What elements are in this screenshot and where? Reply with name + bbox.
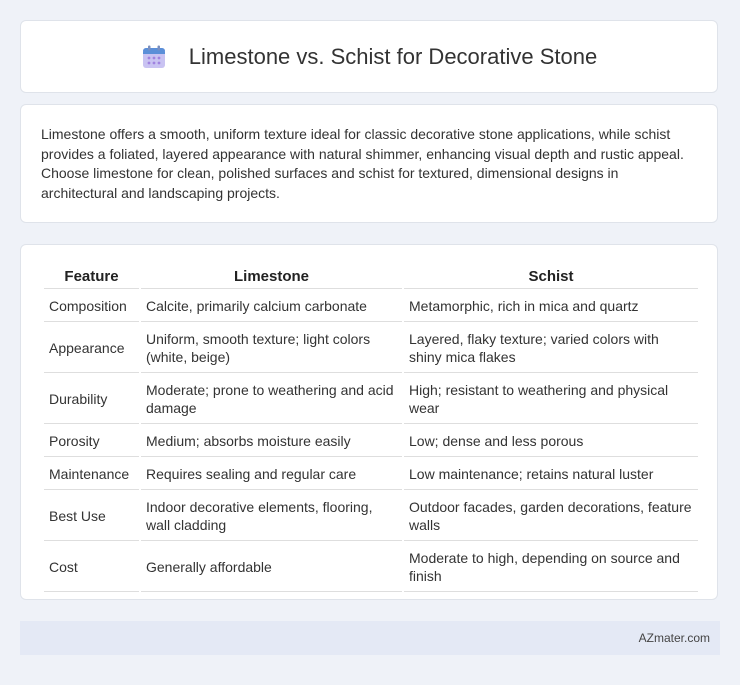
table-row xyxy=(44,492,698,541)
comparison-card xyxy=(20,244,718,600)
intro-text: Limestone offers a smooth, uniform texture ideal for classic decorative stone applications, while schist provides a foliated, layered appearance with natural shimmer, enhancing visual depth and rustic appeal. Choose limestone for clean, polished surfaces and schist for textured, dimensional designs in architectural and landscaping projects. xyxy=(41,126,684,201)
table-row xyxy=(44,543,698,592)
table-row xyxy=(44,459,698,490)
feature-cell: Maintenance xyxy=(44,459,139,490)
limestone-cell: Calcite, primarily calcium carbonate xyxy=(141,291,402,322)
footer-source: AZmater.com xyxy=(638,631,710,645)
schist-cell: Outdoor facades, garden decorations, feature walls xyxy=(404,492,698,541)
table-header-row xyxy=(44,263,698,289)
comparison-table xyxy=(42,261,700,594)
schist-cell: Layered, flaky texture; varied colors with shiny mica flakes xyxy=(404,324,698,373)
limestone-cell: Uniform, smooth texture; light colors (white, beige) xyxy=(141,324,402,373)
schist-cell: Low; dense and less porous xyxy=(404,426,698,457)
schist-cell: High; resistant to weathering and physical wear xyxy=(404,375,698,424)
feature-cell: Porosity xyxy=(44,426,139,457)
limestone-cell: Medium; absorbs moisture easily xyxy=(141,426,402,457)
table-row xyxy=(44,291,698,322)
limestone-cell: Requires sealing and regular care xyxy=(141,459,402,490)
calendar-icon xyxy=(141,44,167,70)
table-row xyxy=(44,375,698,424)
limestone-cell: Indoor decorative elements, flooring, wall cladding xyxy=(141,492,402,541)
limestone-cell: Moderate; prone to weathering and acid damage xyxy=(141,375,402,424)
intro-card xyxy=(20,104,718,223)
feature-cell: Best Use xyxy=(44,492,139,541)
footer xyxy=(20,621,720,655)
feature-cell: Durability xyxy=(44,375,139,424)
header-feature: Feature xyxy=(44,263,139,289)
feature-cell: Cost xyxy=(44,543,139,592)
feature-cell: Appearance xyxy=(44,324,139,373)
header-schist: Schist xyxy=(404,263,698,289)
table-row xyxy=(44,324,698,373)
table-row xyxy=(44,426,698,457)
header-limestone: Limestone xyxy=(141,263,402,289)
page-title: Limestone vs. Schist for Decorative Stone xyxy=(188,43,598,69)
schist-cell: Metamorphic, rich in mica and quartz xyxy=(404,291,698,322)
schist-cell: Low maintenance; retains natural luster xyxy=(404,459,698,490)
schist-cell: Moderate to high, depending on source and finish xyxy=(404,543,698,592)
limestone-cell: Generally affordable xyxy=(141,543,402,592)
feature-cell: Composition xyxy=(44,291,139,322)
title-card xyxy=(20,20,718,93)
